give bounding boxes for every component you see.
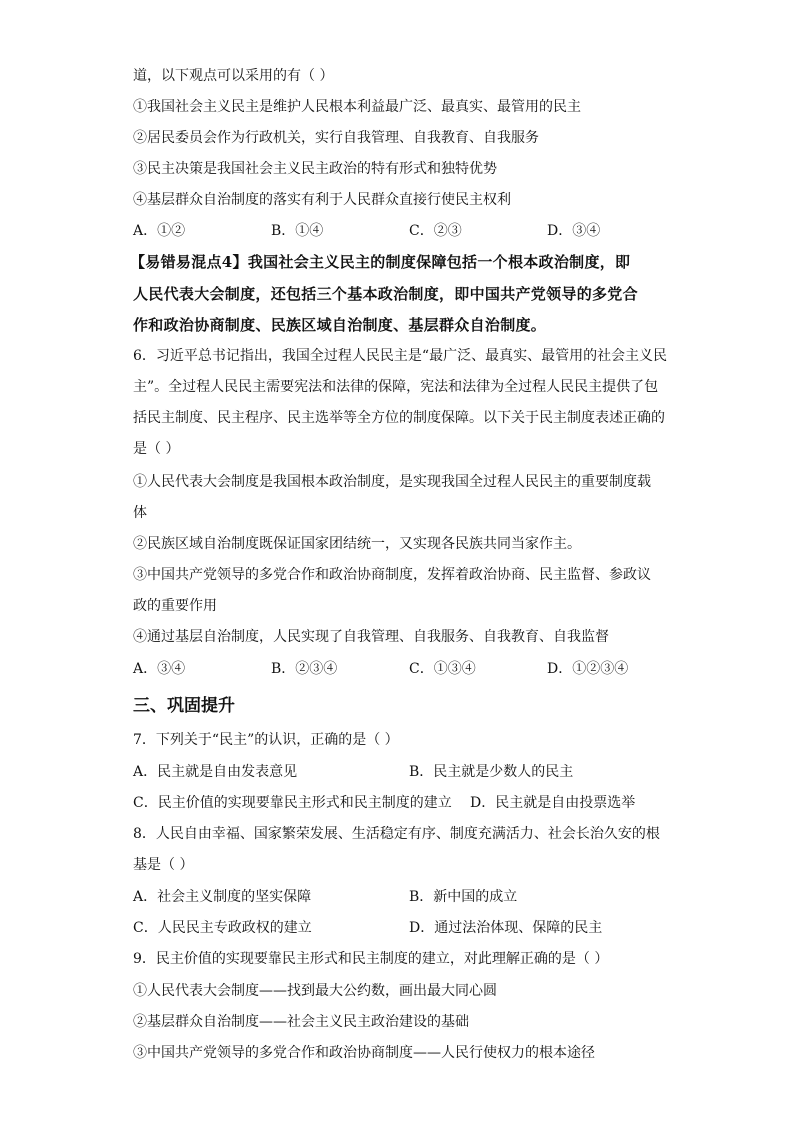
- q6-statement-1b: 体: [133, 505, 147, 521]
- q5-statement-1: ①我国社会主义民主是维护人民根本利益最广泛、最真实、最管用的民主: [133, 99, 581, 115]
- q8-option-c: C．人民民主专政政权的建立: [133, 920, 312, 936]
- q6-line-2: 主”。全过程人民民主需要宪法和法律的保障，宪法和法律为全过程人民民主提供了包: [133, 379, 659, 395]
- q7-option-a: A．民主就是自由发表意见: [133, 764, 298, 780]
- q6-line-1: 6．习近平总书记指出，我国全过程人民民主是“最广泛、最真实、最管用的社会主义民: [133, 348, 668, 364]
- q6-statement-3a: ③中国共产党领导的多党合作和政治协商制度，发挥着政治协商、民主监督、参政议: [133, 567, 651, 583]
- q6-statement-4: ④通过基层自治制度，人民实现了自我管理、自我服务、自我教育、自我监督: [133, 629, 609, 645]
- q5-statement-2: ②居民委员会作为行政机关，实行自我管理、自我教育、自我服务: [133, 130, 539, 146]
- q9-stem: 9．民主价值的实现要靠民主形式和民主制度的建立，对此理解正确的是（ ）: [133, 951, 609, 967]
- section-title: 三、巩固提升: [133, 696, 235, 716]
- q6-option-b: B．②③④: [271, 661, 338, 677]
- q6-statement-1a: ①人民代表大会制度是我国根本政治制度，是实现我国全过程人民民主的重要制度载: [133, 474, 651, 490]
- tip-line-2: 人民代表大会制度，还包括三个基本政治制度，即中国共产党领导的多党合: [133, 285, 638, 303]
- q7-option-b: B．民主就是少数人的民主: [409, 764, 574, 780]
- q5-option-b: B．①④: [271, 223, 324, 239]
- q8-option-b: B．新中国的成立: [409, 889, 518, 905]
- q6-option-a: A．③④: [133, 661, 186, 677]
- q5-option-a: A．①②: [133, 223, 186, 239]
- q6-line-4: 是（ ）: [133, 441, 180, 457]
- q7-option-d: D．民主就是自由投票选举: [470, 795, 636, 811]
- q7-option-c: C．民主价值的实现要靠民主形式和民主制度的建立: [133, 795, 452, 811]
- q5-statement-3: ③民主决策是我国社会主义民主政治的特有形式和独特优势: [133, 161, 497, 177]
- q9-statement-3: ③中国共产党领导的多党合作和政治协商制度——人民行使权力的根本途径: [133, 1045, 595, 1061]
- tip-line-3: 作和政治协商制度、民族区域自治制度、基层群众自治制度。: [133, 316, 547, 334]
- q8-line-2: 基是（ ）: [133, 857, 194, 873]
- q5-stem-tail: 道，以下观点可以采用的有（ ）: [133, 68, 334, 84]
- q6-option-c: C．①③④: [409, 661, 476, 677]
- q5-option-c: C．②③: [409, 223, 462, 239]
- q8-option-a: A．社会主义制度的坚实保障: [133, 889, 312, 905]
- q9-statement-1: ①人民代表大会制度——找到最大公约数，画出最大同心圆: [133, 983, 497, 999]
- q9-statement-2: ②基层群众自治制度——社会主义民主政治建设的基础: [133, 1014, 469, 1030]
- q6-option-d: D．①②③④: [547, 661, 629, 677]
- q6-statement-3b: 政的重要作用: [133, 598, 217, 614]
- q7-stem: 7．下列关于“民主”的认识，正确的是（ ）: [133, 732, 399, 748]
- q6-line-3: 括民主制度、民主程序、民主选举等全方位的制度保障。以下关于民主制度表述正确的: [133, 410, 665, 426]
- q6-statement-2: ②民族区域自治制度既保证国家团结统一，又实现各民族共同当家作主。: [133, 536, 581, 552]
- q5-statement-4: ④基层群众自治制度的落实有利于人民群众直接行使民主权利: [133, 192, 511, 208]
- tip-line-1: 【易错易混点4】我国社会主义民主的制度保障包括一个根本政治制度，即: [130, 253, 631, 271]
- q8-option-d: D．通过法治体现、保障的民主: [409, 920, 603, 936]
- q5-option-d: D．③④: [547, 223, 601, 239]
- q8-line-1: 8．人民自由幸福、国家繁荣发展、生活稳定有序、制度充满活力、社会长治久安的根: [133, 826, 660, 842]
